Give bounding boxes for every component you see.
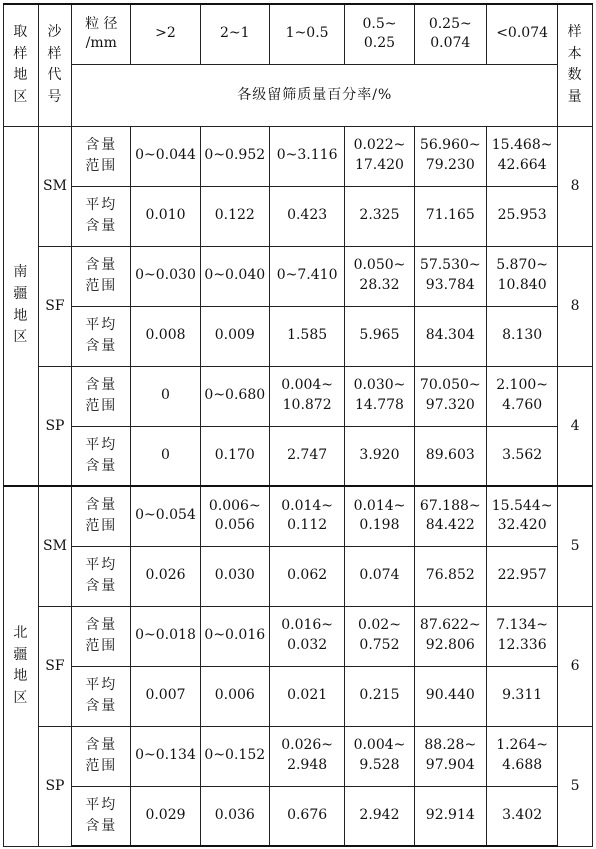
average-content-cell: 0.030: [200, 546, 269, 606]
content-range-cell: 0.050~ 28.32: [345, 246, 414, 306]
average-content-cell: 2.942: [345, 786, 414, 846]
average-content-cell: 0.036: [200, 786, 269, 846]
content-range-cell: 0~0.040: [200, 246, 269, 306]
row-kind-label: 含量 范围: [72, 486, 131, 546]
bin-header: 0.5~ 0.25: [345, 4, 414, 64]
row-kind-label: 含量 范围: [72, 606, 131, 666]
content-range-cell: 5.870~ 10.840: [486, 246, 557, 306]
average-content-cell: 0.215: [345, 666, 414, 726]
average-content-cell: 0.006: [200, 666, 269, 726]
average-content-cell: 76.852: [414, 546, 486, 606]
header-row-percent: [4, 64, 593, 126]
average-content-cell: 5.965: [345, 306, 414, 366]
average-content-cell: 25.953: [486, 186, 557, 246]
sieve-distribution-table: [3, 3, 593, 847]
average-content-cell: 0.122: [200, 186, 269, 246]
grain-size-label: 粒 径 /mm: [72, 4, 131, 64]
content-range-cell: 1.264~ 4.688: [486, 726, 557, 786]
average-content-cell: 0.170: [200, 426, 269, 486]
content-range-cell: 0~0.054: [131, 486, 200, 546]
region-column-header: 取 样 地 区: [4, 4, 39, 126]
sample-count-header: 样 本 数 量: [558, 4, 593, 126]
sample-count-cell: 5: [558, 486, 593, 606]
average-content-cell: 0.423: [269, 186, 344, 246]
row-kind-label: 含量 范围: [72, 726, 131, 786]
average-content-cell: 90.440: [414, 666, 486, 726]
content-range-cell: 88.28~ 97.904: [414, 726, 486, 786]
content-range-cell: 0.014~ 0.112: [269, 486, 344, 546]
sample-count-cell: 5: [558, 726, 593, 846]
row-kind-label: 平均 含量: [72, 546, 131, 606]
average-content-cell: 9.311: [486, 666, 557, 726]
average-content-cell: 89.603: [414, 426, 486, 486]
average-content-cell: 2.747: [269, 426, 344, 486]
content-range-cell: 15.468~ 42.664: [486, 126, 557, 186]
average-content-cell: 0.021: [269, 666, 344, 726]
data-row-avg: [4, 786, 593, 846]
row-kind-label: 平均 含量: [72, 786, 131, 846]
content-range-cell: 0~0.680: [200, 366, 269, 426]
content-range-cell: 0.014~ 0.198: [345, 486, 414, 546]
average-content-cell: 8.130: [486, 306, 557, 366]
data-row-avg: [4, 546, 593, 606]
data-row-range: [4, 126, 593, 186]
row-kind-label: 含量 范围: [72, 126, 131, 186]
header-row-bins: [4, 4, 593, 64]
sand-type-code: SM: [38, 126, 72, 246]
row-kind-label: 平均 含量: [72, 186, 131, 246]
content-range-cell: 57.530~ 93.784: [414, 246, 486, 306]
data-row-range: [4, 366, 593, 426]
data-row-avg: [4, 186, 593, 246]
bin-header: 0.25~ 0.074: [414, 4, 486, 64]
bin-header: <0.074: [486, 4, 557, 64]
content-range-cell: 0~0.018: [131, 606, 200, 666]
content-range-cell: 70.050~ 97.320: [414, 366, 486, 426]
average-content-cell: 0.026: [131, 546, 200, 606]
average-content-cell: 3.920: [345, 426, 414, 486]
content-range-cell: 0~7.410: [269, 246, 344, 306]
sample-count-cell: 8: [558, 126, 593, 246]
bin-header: >2: [131, 4, 200, 64]
data-row-avg: [4, 306, 593, 366]
average-content-cell: 1.585: [269, 306, 344, 366]
average-content-cell: 0.062: [269, 546, 344, 606]
content-range-cell: 0~0.952: [200, 126, 269, 186]
percent-caption: 各级留筛质量百分率/%: [72, 64, 558, 126]
content-range-cell: 0.02~ 0.752: [345, 606, 414, 666]
content-range-cell: 2.100~ 4.760: [486, 366, 557, 426]
content-range-cell: 0.004~ 9.528: [345, 726, 414, 786]
average-content-cell: 0.007: [131, 666, 200, 726]
row-kind-label: 含量 范围: [72, 246, 131, 306]
average-content-cell: 3.402: [486, 786, 557, 846]
average-content-cell: 0.009: [200, 306, 269, 366]
bin-header: 1~0.5: [269, 4, 344, 64]
data-row-avg: [4, 426, 593, 486]
average-content-cell: 0.074: [345, 546, 414, 606]
content-range-cell: 0.026~ 2.948: [269, 726, 344, 786]
data-row-range: [4, 486, 593, 546]
data-row-range: [4, 606, 593, 666]
code-column-header: 沙 样 代 号: [38, 4, 72, 126]
content-range-cell: 56.960~ 79.230: [414, 126, 486, 186]
average-content-cell: 84.304: [414, 306, 486, 366]
content-range-cell: 0.004~ 10.872: [269, 366, 344, 426]
average-content-cell: 0.008: [131, 306, 200, 366]
content-range-cell: 15.544~ 32.420: [486, 486, 557, 546]
content-range-cell: 0.016~ 0.032: [269, 606, 344, 666]
sand-type-code: SP: [38, 726, 72, 846]
content-range-cell: 0: [131, 366, 200, 426]
row-kind-label: 平均 含量: [72, 306, 131, 366]
sand-type-code: SM: [38, 486, 72, 606]
average-content-cell: 3.562: [486, 426, 557, 486]
content-range-cell: 0~0.134: [131, 726, 200, 786]
content-range-cell: 0.030~ 14.778: [345, 366, 414, 426]
bin-header: 2~1: [200, 4, 269, 64]
sample-count-cell: 8: [558, 246, 593, 366]
average-content-cell: 22.957: [486, 546, 557, 606]
content-range-cell: 0.022~ 17.420: [345, 126, 414, 186]
content-range-cell: 0~3.116: [269, 126, 344, 186]
region-label: 南 疆 地 区: [4, 126, 39, 486]
sand-type-code: SF: [38, 606, 72, 726]
content-range-cell: 0~0.016: [200, 606, 269, 666]
average-content-cell: 92.914: [414, 786, 486, 846]
row-kind-label: 含量 范围: [72, 366, 131, 426]
content-range-cell: 0~0.044: [131, 126, 200, 186]
region-label: 北 疆 地 区: [4, 486, 39, 846]
content-range-cell: 7.134~ 12.336: [486, 606, 557, 666]
sample-count-cell: 6: [558, 606, 593, 726]
average-content-cell: 0.010: [131, 186, 200, 246]
average-content-cell: 0.029: [131, 786, 200, 846]
average-content-cell: 0.676: [269, 786, 344, 846]
data-row-range: [4, 246, 593, 306]
sample-count-cell: 4: [558, 366, 593, 486]
average-content-cell: 2.325: [345, 186, 414, 246]
row-kind-label: 平均 含量: [72, 426, 131, 486]
sand-type-code: SF: [38, 246, 72, 366]
content-range-cell: 0~0.030: [131, 246, 200, 306]
content-range-cell: 0~0.152: [200, 726, 269, 786]
data-row-avg: [4, 666, 593, 726]
row-kind-label: 平均 含量: [72, 666, 131, 726]
data-row-range: [4, 726, 593, 786]
content-range-cell: 67.188~ 84.422: [414, 486, 486, 546]
content-range-cell: 87.622~ 92.806: [414, 606, 486, 666]
average-content-cell: 0: [131, 426, 200, 486]
average-content-cell: 71.165: [414, 186, 486, 246]
sand-type-code: SP: [38, 366, 72, 486]
content-range-cell: 0.006~ 0.056: [200, 486, 269, 546]
